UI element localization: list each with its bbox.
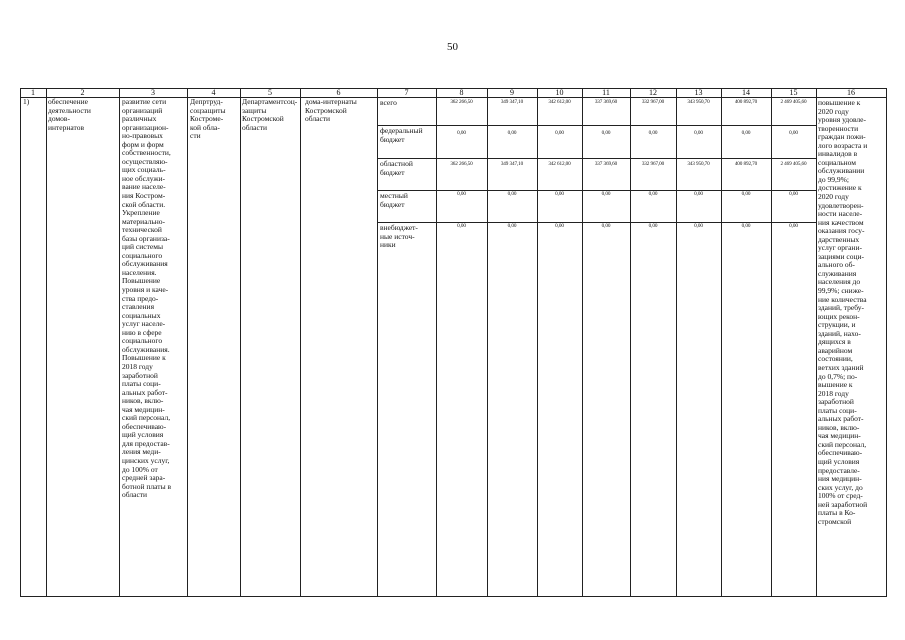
measure-description	[122, 98, 186, 500]
funding-value: 0,00	[601, 223, 611, 229]
funding-source	[380, 192, 436, 209]
object	[305, 98, 377, 124]
cell-line: федеральный	[380, 126, 423, 135]
cell-line: ние количества	[818, 294, 867, 304]
cell-line: соцзащиты	[190, 105, 226, 115]
cell-line: ное обслужи-	[122, 173, 166, 183]
table-rule	[46, 88, 47, 596]
column-number: 5	[268, 88, 272, 97]
funding-source	[380, 99, 436, 108]
cell-line: различных	[122, 114, 157, 124]
cell-line: развитие сети	[122, 97, 167, 106]
column-number: 12	[649, 88, 657, 97]
cell-line: заработной	[818, 397, 854, 407]
cell-line: услуг населе-	[122, 319, 166, 329]
cell-line: творенности	[818, 123, 859, 133]
column-number: 7	[404, 88, 409, 97]
column-number: 1	[31, 88, 35, 97]
column-number: 10	[555, 88, 564, 97]
cell-line: бюджет	[380, 134, 405, 144]
cell-line: всего	[380, 98, 397, 107]
column-number: 13	[694, 88, 703, 97]
cell-line: социальном	[818, 157, 857, 167]
cell-line: области	[242, 122, 268, 132]
table-rule	[886, 88, 887, 596]
cell-line: инвалидов в	[818, 149, 858, 159]
cell-line: населения.	[122, 267, 157, 277]
funding-value: 0,00	[555, 130, 564, 136]
funding-value: 343 950,70	[687, 99, 710, 105]
cell-line: 2018 году	[122, 361, 153, 371]
cell-line: областной	[380, 159, 413, 168]
cell-line: организаций	[122, 105, 163, 115]
cell-line: до 0,7%; по-	[818, 371, 858, 381]
funding-value: 332 967,00	[641, 161, 665, 167]
cell-line: ющих рекон-	[818, 311, 860, 321]
funding-value: 0,00	[694, 223, 703, 229]
cell-line: социального	[122, 250, 163, 260]
cell-line: уровня и каче-	[122, 285, 169, 295]
cell-line: Костроме-	[190, 114, 224, 124]
cell-line: ния Костром-	[122, 191, 166, 201]
funding-value: 0,00	[648, 223, 658, 229]
funding-value: 400 892,70	[734, 99, 758, 105]
cell-line: услуг органи-	[818, 243, 862, 253]
cell-line: щий условия	[122, 430, 164, 440]
funding-value: 2 469 405,60	[780, 161, 807, 167]
cell-line: зданий, нахо-	[818, 328, 861, 338]
funding-source	[380, 224, 436, 250]
cell-line: Депртруд-	[190, 97, 223, 106]
funding-value: 400 892,70	[734, 161, 758, 167]
table-rule	[377, 158, 817, 159]
funding-source	[380, 160, 436, 177]
cell-line: ления меди-	[122, 447, 161, 457]
cell-line: но-правовых	[122, 131, 163, 141]
funding-value: 342 612,00	[548, 99, 571, 105]
cell-line: служивания	[818, 268, 857, 278]
funding-value: 0,00	[789, 191, 798, 197]
cell-line: состоянии,	[818, 354, 853, 364]
cell-line: ные источ-	[380, 231, 415, 241]
table-rule	[240, 88, 241, 596]
cell-line: нию в сфере	[122, 327, 162, 337]
column-number: 4	[211, 88, 216, 97]
cell-line: базы организа-	[122, 233, 170, 243]
cell-line: кой обла-	[190, 122, 220, 132]
cell-line: для предостав-	[122, 438, 170, 448]
cell-line: форм и форм	[122, 139, 164, 149]
cell-line: альных работ-	[818, 414, 864, 424]
funding-value: 349 347,10	[500, 99, 524, 105]
column-number: 8	[459, 88, 464, 97]
cell-line: струкции, и	[818, 320, 856, 330]
column-number: 15	[789, 88, 798, 97]
funding-value: 0,00	[507, 130, 517, 136]
cell-line: 2020 году	[818, 106, 849, 116]
table-rule	[816, 88, 817, 596]
cell-line: цинских услуг,	[122, 455, 170, 465]
row-number: 1)	[23, 97, 30, 106]
cell-line: платы соци-	[818, 405, 857, 415]
cell-line: вание населе-	[122, 182, 166, 192]
cell-line: внебюджет-	[380, 223, 418, 232]
cell-line: сти	[190, 131, 201, 141]
cell-line: до 99,9%;	[818, 174, 849, 184]
cell-line: Повышение к	[122, 353, 166, 363]
cell-line: обеспечение	[48, 97, 88, 106]
executor	[190, 98, 240, 141]
cell-line: обслуживания.	[122, 344, 170, 354]
cell-line: защиты	[242, 105, 267, 115]
cell-line: стромской	[818, 516, 852, 526]
cell-line: оказания госу-	[818, 226, 865, 236]
cell-line: достижение к	[818, 183, 862, 193]
column-number: 16	[847, 88, 855, 97]
cell-line: граждан пожи-	[818, 132, 866, 142]
measure-name	[48, 98, 118, 132]
cell-line: дящихся в	[818, 337, 851, 347]
cell-line: платы в Ко-	[818, 508, 856, 518]
table-rule	[300, 88, 301, 596]
table-rule	[377, 125, 817, 126]
cell-line: лого возраста и	[818, 140, 868, 150]
cell-line: щий условия	[818, 456, 860, 466]
cell-line: 2018 году	[818, 388, 849, 398]
cell-line: обслуживания	[122, 259, 168, 269]
funding-value: 0,00	[507, 191, 517, 197]
cell-line: осуществляю-	[122, 156, 168, 166]
funding-value: 342 612,00	[548, 161, 571, 167]
cell-line: Повышение	[122, 276, 161, 286]
cell-line: Костромской	[242, 114, 284, 124]
funding-value: 0,00	[789, 223, 798, 229]
table-rule	[119, 88, 120, 596]
table-rule	[20, 88, 21, 596]
cell-line: Костромской	[305, 105, 347, 115]
funding-value: 0,00	[694, 130, 703, 136]
funding-value: 337 369,60	[594, 99, 618, 105]
cell-line: ской области.	[122, 199, 166, 209]
cell-line: социальных	[122, 310, 161, 320]
cell-line: интернатов	[48, 122, 85, 132]
cell-line: социального	[122, 336, 163, 346]
funding-value: 0,00	[457, 223, 466, 229]
cell-line: чая медицин-	[122, 404, 165, 414]
cell-line: ности населе-	[818, 209, 863, 219]
cell-line: ники	[380, 240, 396, 250]
funding-value: 362 266,50	[450, 99, 473, 105]
cell-line: организацион-	[122, 122, 169, 132]
cell-line: обеспечиваю-	[122, 421, 167, 431]
funding-value: 343 950,70	[687, 161, 710, 167]
column-number: 14	[742, 88, 750, 97]
funding-value: 0,00	[457, 130, 466, 136]
cell-line: уровня удовле-	[818, 115, 866, 125]
funding-value: 0,00	[741, 130, 751, 136]
funding-value: 0,00	[741, 223, 751, 229]
funding-value: 0,00	[601, 191, 611, 197]
cell-line: бюджет	[380, 199, 405, 209]
expected-result	[818, 99, 886, 526]
cell-line: деятельности	[48, 105, 91, 115]
column-number: 2	[80, 88, 85, 97]
cell-line: до 100% от	[122, 464, 158, 474]
cell-line: обеспечиваю-	[818, 448, 863, 458]
cell-line: ального об-	[818, 260, 855, 270]
table-rule	[377, 88, 378, 596]
table-rule	[187, 88, 188, 596]
cell-line: обслуживании	[818, 166, 865, 176]
funding-value: 349 347,10	[500, 161, 524, 167]
cell-line: 99,9%; сниже-	[818, 286, 864, 296]
cell-line: ветхих зданий	[818, 362, 864, 372]
cell-line: Департаментсоц-	[242, 97, 298, 106]
cell-line: ней заработной	[818, 499, 868, 509]
cell-line: 2020 году	[818, 192, 849, 202]
cell-line: предоставле-	[818, 465, 860, 475]
funding-source	[380, 127, 436, 144]
cell-line: средней зара-	[122, 473, 166, 483]
funding-value: 0,00	[648, 191, 658, 197]
cell-line: ций системы	[122, 242, 163, 252]
cell-line: альных работ-	[122, 387, 168, 397]
cell-line: материально-	[122, 216, 166, 226]
cell-line: ских услуг, до	[818, 482, 863, 492]
cell-line: бюджет	[380, 167, 405, 177]
cell-line: Укрепление	[122, 208, 160, 218]
funding-value: 362 266,50	[450, 161, 473, 167]
cell-line: повышение к	[818, 98, 861, 107]
cell-line: местный	[380, 191, 408, 200]
cell-line: чая медицин-	[818, 431, 861, 441]
page-number: 50	[447, 41, 458, 53]
cell-line: технической	[122, 225, 162, 235]
funding-value: 0,00	[789, 130, 798, 136]
funding-value: 0,00	[601, 130, 611, 136]
funding-value: 0,00	[694, 191, 703, 197]
cell-line: ства предо-	[122, 293, 159, 303]
funding-value: 337 369,60	[594, 161, 618, 167]
cell-line: дарственных	[818, 234, 860, 244]
cell-line: зациями соци-	[818, 251, 865, 261]
cell-line: ния качеством	[818, 217, 864, 227]
cell-line: ников, вклю-	[122, 396, 164, 406]
funding-value: 0,00	[507, 223, 517, 229]
cell-line: аварийном	[818, 345, 853, 355]
cell-line: щих социаль-	[122, 165, 166, 175]
funding-value: 0,00	[648, 130, 658, 136]
funding-value: 0,00	[457, 191, 466, 197]
funding-value: 0,00	[741, 191, 751, 197]
cell-line: дома-интернаты	[305, 97, 357, 106]
cell-line: домов-	[48, 114, 70, 124]
funding-value: 2 469 405,60	[780, 99, 807, 105]
cell-line: зданий, требу-	[818, 303, 864, 313]
cell-line: ский персонал,	[122, 413, 171, 423]
cell-line: удовлетворен-	[818, 200, 864, 210]
cell-line: ников, вклю-	[818, 422, 860, 432]
table-rule	[20, 596, 887, 597]
funding-value: 332 967,00	[641, 99, 665, 105]
cell-line: ставления	[122, 302, 155, 312]
funding-value: 0,00	[555, 191, 564, 197]
cell-line: собственности,	[122, 148, 171, 158]
participant	[242, 98, 300, 132]
funding-value: 0,00	[555, 223, 564, 229]
cell-line: платы соци-	[122, 379, 161, 389]
column-number: 11	[602, 88, 610, 97]
column-number: 6	[336, 88, 341, 97]
cell-line: 100% от сред-	[818, 491, 863, 501]
cell-line: ский персонал,	[818, 439, 867, 449]
cell-line: области	[305, 114, 331, 124]
column-number: 3	[151, 88, 155, 97]
cell-line: ботной платы в	[122, 481, 172, 491]
cell-line: населения до	[818, 277, 861, 287]
cell-line: заработной	[122, 370, 158, 380]
cell-line: ния медицин-	[818, 474, 862, 484]
cell-line: области	[122, 490, 148, 500]
cell-line: вышение к	[818, 380, 853, 390]
column-number: 9	[510, 88, 514, 97]
